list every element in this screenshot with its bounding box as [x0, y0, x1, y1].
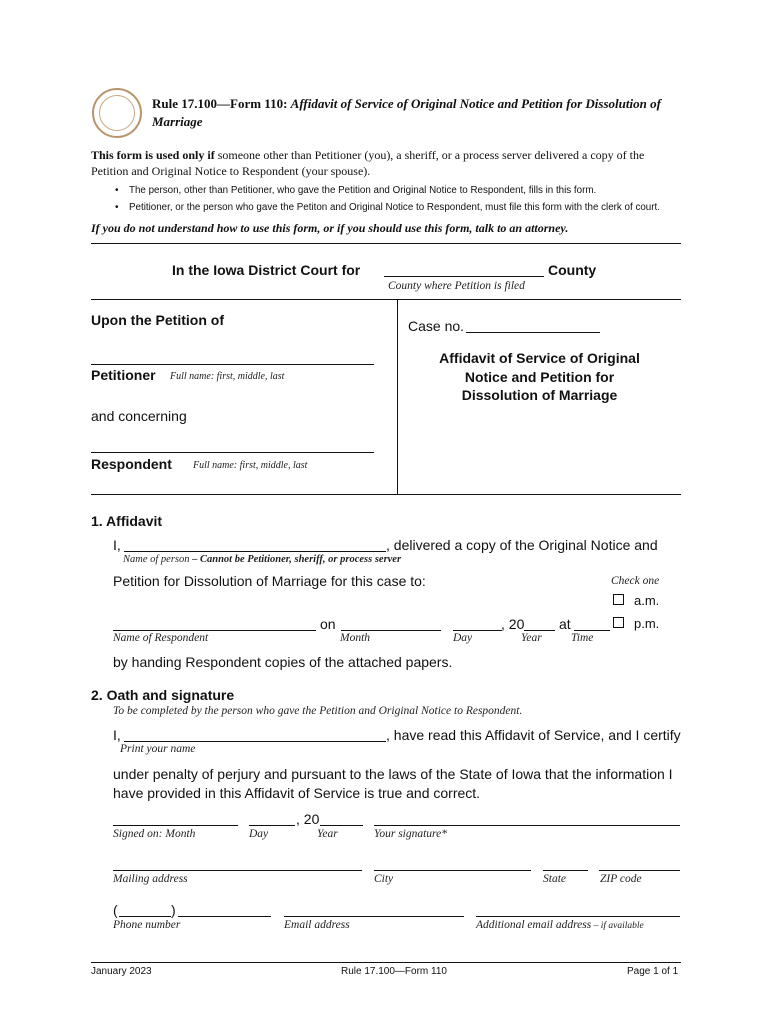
person-name-caption-text: Name of person	[123, 554, 190, 565]
case-no-label: Case no.	[408, 318, 465, 334]
case-no-field[interactable]	[466, 332, 600, 333]
court-prefix: In the Iowa District Court for	[172, 262, 361, 278]
court-suffix: County	[548, 262, 597, 278]
am-checkbox[interactable]	[613, 594, 624, 605]
penalty-line-2: have provided in this Affidavit of Service is true and correct.	[113, 785, 481, 801]
section-2-heading: 2. Oath and signature	[91, 687, 235, 703]
penalty-line-1: under penalty of perjury and pursuant to the laws of the State of Iowa that the information I	[113, 766, 673, 782]
instruction-list	[115, 182, 660, 216]
signed-day-field[interactable]	[249, 825, 295, 826]
phone-caption: Phone number	[113, 919, 181, 931]
s1-at-label: at	[559, 616, 571, 632]
signed-day-caption: Day	[249, 828, 269, 840]
attorney-note: If you do not understand how to use this form, or if you should use this form, talk to an attorney.	[91, 221, 569, 235]
additional-email-caption-text: Additional email address	[476, 919, 592, 931]
cap-time: Time	[571, 632, 594, 644]
title-line-1: Affidavit of Service of Original Notice and Petition for Dissolution of	[290, 96, 661, 111]
cap-respondent: Name of Respondent	[113, 632, 209, 644]
respondent-label: Respondent	[91, 456, 172, 472]
cap-month: Month	[340, 632, 371, 644]
footer-date: January 2023	[91, 966, 152, 977]
footer-form: Rule 17.100—Form 110	[341, 966, 447, 977]
caption-top-rule	[91, 299, 681, 300]
service-month-field[interactable]	[341, 630, 441, 631]
signed-year-field[interactable]	[320, 825, 363, 826]
respondent-hint: Full name: first, middle, last	[193, 460, 308, 471]
s1-comma-20: , 20	[501, 616, 525, 632]
phone-number-field[interactable]	[178, 916, 271, 917]
caption-bottom-rule	[91, 494, 681, 495]
doc-title-1: Affidavit of Service of Original	[439, 350, 640, 366]
print-name-field[interactable]	[124, 741, 386, 742]
service-day-field[interactable]	[453, 630, 502, 631]
additional-email-caption	[476, 919, 644, 931]
check-one-label: Check one	[611, 575, 660, 587]
petitioner-label: Petitioner	[91, 367, 156, 383]
rule-number: Rule 17.100—Form 110:	[152, 96, 288, 111]
s2-i-label: I,	[113, 727, 121, 743]
footer-page: Page 1 of 1	[627, 966, 679, 977]
doc-title-2: Notice and Petition for	[464, 369, 615, 385]
footer-rule	[91, 962, 681, 963]
s1-i-label: I,	[113, 537, 121, 553]
instruction-item-2: • Petitioner, or the person who gave the Petiton and Original Notice to Respondent, must file this form with the clerk of court.	[115, 199, 660, 216]
county-caption: County where Petition is filed	[388, 280, 525, 292]
phone-open-paren: (	[113, 902, 118, 918]
section-2-subtitle: To be completed by the person who gave the Petition and Original Notice to Respondent.	[113, 705, 523, 717]
pm-label: p.m.	[634, 616, 660, 631]
s1-on-label: on	[320, 616, 336, 632]
additional-email-note: – if available	[591, 921, 644, 931]
print-name-caption: Print your name	[120, 743, 196, 755]
s1-delivered-text: , delivered a copy of the Original Notice and	[386, 537, 658, 553]
state-field[interactable]	[543, 870, 588, 871]
additional-email-field[interactable]	[476, 916, 680, 917]
service-time-field[interactable]	[574, 630, 610, 631]
s1-handing-text: by handing Respondent copies of the attached papers.	[113, 654, 453, 670]
form-title	[152, 96, 661, 112]
signed-month-field[interactable]	[113, 825, 238, 826]
section-1-heading: 1. Affidavit	[91, 513, 163, 529]
header-divider	[91, 243, 681, 244]
respondent-name-field[interactable]	[91, 452, 374, 453]
city-field[interactable]	[374, 870, 531, 871]
s1-petition-line: Petition for Dissolution of Marriage for this case to:	[113, 573, 426, 589]
signed-year-caption: Year	[317, 828, 338, 840]
mailing-address-field[interactable]	[113, 870, 362, 871]
signature-caption: Your signature*	[374, 828, 447, 840]
intro-bold-lead: This form is used only if	[91, 148, 215, 162]
iowa-judicial-seal-icon	[92, 88, 142, 138]
cap-day: Day	[453, 632, 473, 644]
instruction-item-1: • The person, other than Petitioner, who gave the Petition and Original Notice to Respondent, fills in this form.	[115, 182, 660, 199]
person-name-field[interactable]	[124, 551, 386, 552]
title-line-2: Marriage	[152, 114, 203, 129]
petitioner-hint: Full name: first, middle, last	[170, 371, 285, 382]
intro-line-1	[91, 148, 644, 163]
pm-checkbox[interactable]	[613, 617, 624, 628]
upon-petition-label: Upon the Petition of	[91, 312, 224, 328]
zip-field[interactable]	[599, 870, 680, 871]
signature-field[interactable]	[374, 825, 680, 826]
concerning-label: and concerning	[91, 408, 187, 424]
signed-on-caption: Signed on: Month	[113, 828, 196, 840]
email-field[interactable]	[284, 916, 464, 917]
area-code-field[interactable]	[119, 916, 171, 917]
intro-line-2: Petition and Original Notice to Respondent (your spouse).	[91, 164, 371, 178]
s2-have-read: , have read this Affidavit of Service, and I certify	[386, 727, 681, 743]
s2-comma-20: , 20	[296, 811, 320, 827]
county-field[interactable]	[384, 276, 544, 277]
doc-title-3: Dissolution of Marriage	[461, 387, 618, 403]
intro-text-1: someone other than Petitioner (you), a sheriff, or a process server delivered a copy of the	[214, 148, 645, 162]
petitioner-name-field[interactable]	[91, 364, 374, 365]
cap-year: Year	[521, 632, 542, 644]
service-year-field[interactable]	[524, 630, 555, 631]
person-name-caption	[123, 554, 401, 565]
city-caption: City	[374, 873, 394, 885]
zip-caption: ZIP code	[600, 873, 642, 885]
person-name-caption-note: – Cannot be Petitioner, sheriff, or process server	[189, 554, 402, 565]
am-label: a.m.	[634, 593, 660, 608]
email-caption: Email address	[284, 919, 350, 931]
phone-close-paren: )	[171, 902, 176, 918]
mailing-caption: Mailing address	[113, 873, 188, 885]
state-caption: State	[543, 873, 566, 885]
respondent-served-field[interactable]	[113, 630, 316, 631]
